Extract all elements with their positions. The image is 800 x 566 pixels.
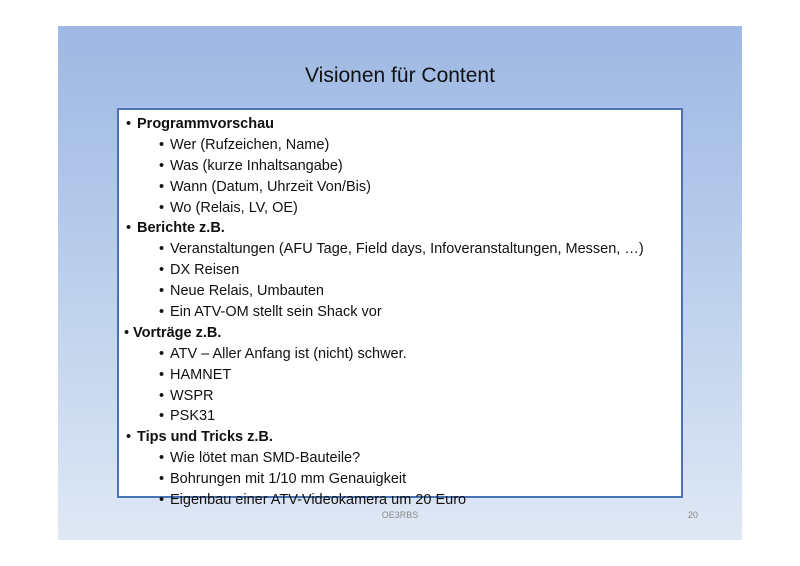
list-item-label: Neue Relais, Umbauten [170, 283, 324, 300]
list-item [119, 198, 681, 219]
content-box [117, 108, 683, 509]
list-item [119, 281, 681, 302]
list-item-label: WSPR [170, 387, 214, 404]
list-item-label: ATV – Aller Anfang ist (nicht) schwer. [170, 345, 407, 362]
list-item-label: Eigenbau einer ATV-Videokamera um 20 Euro [170, 492, 467, 509]
list-item-label: Wie lötet man SMD-Bauteile? [170, 450, 361, 467]
section-heading-programmvorschau [119, 114, 681, 135]
slide [58, 26, 742, 540]
list-item-label: Ein ATV-OM stellt sein Shack vor [170, 304, 382, 321]
bullet-icon: • [159, 157, 165, 174]
bullet-icon: • [124, 324, 130, 341]
list-item [119, 469, 681, 490]
section-heading-label: Vorträge z.B. [133, 324, 222, 341]
list-item [119, 302, 681, 323]
section-heading-label: Programmvorschau [137, 116, 274, 132]
bullet-icon: • [126, 116, 132, 132]
list-item-label: Bohrungen mit 1/10 mm Genauigkeit [170, 471, 407, 488]
list-item-label: Wer (Rufzeichen, Name) [170, 136, 330, 153]
list-item [119, 448, 681, 469]
section-heading-tips-und-tricks [119, 427, 681, 448]
list-item-label: DX Reisen [170, 262, 240, 279]
list-item [119, 260, 681, 281]
section-heading-vortraege [119, 323, 681, 344]
section-heading-label: Berichte z.B. [137, 220, 225, 237]
list-item [119, 239, 681, 260]
list-item [119, 386, 681, 407]
list-item [119, 344, 681, 365]
bullet-icon: • [159, 408, 165, 425]
list-item [119, 365, 681, 386]
bullet-icon: • [159, 136, 165, 153]
slide-footer: OE3RBS [381, 510, 419, 520]
bullet-icon: • [159, 241, 165, 258]
section-heading-label: Tips und Tricks z.B. [137, 429, 273, 446]
bullet-icon: • [159, 283, 165, 300]
list-item [119, 177, 681, 198]
list-item-label: Veranstaltungen (AFU Tage, Field days, Infoveranstaltungen, Messen, …) [170, 241, 644, 258]
list-item [119, 156, 681, 177]
bullet-icon: • [126, 429, 132, 446]
bullet-icon: • [159, 366, 165, 383]
section-heading-berichte [119, 218, 681, 239]
bullet-icon: • [159, 387, 165, 404]
bullet-icon: • [159, 304, 165, 321]
bullet-icon: • [159, 345, 165, 362]
page-number: 20 [687, 510, 698, 520]
bullet-icon: • [159, 450, 165, 467]
slide-title: Visionen für Content [305, 64, 495, 87]
list-item-label: HAMNET [170, 366, 232, 383]
list-item [119, 135, 681, 156]
bullet-icon: • [159, 262, 165, 279]
list-item [119, 406, 681, 427]
list-item-label: Was (kurze Inhaltsangabe) [170, 157, 343, 174]
list-item-label: Wann (Datum, Uhrzeit Von/Bis) [170, 178, 371, 195]
bullet-icon: • [159, 199, 165, 216]
bullet-icon: • [159, 471, 165, 488]
bullet-icon: • [159, 178, 165, 195]
bullet-icon: • [126, 220, 132, 237]
bullet-icon: • [159, 492, 165, 509]
list-item [119, 490, 681, 511]
list-item-label: Wo (Relais, LV, OE) [170, 199, 298, 216]
list-item-label: PSK31 [170, 408, 216, 425]
